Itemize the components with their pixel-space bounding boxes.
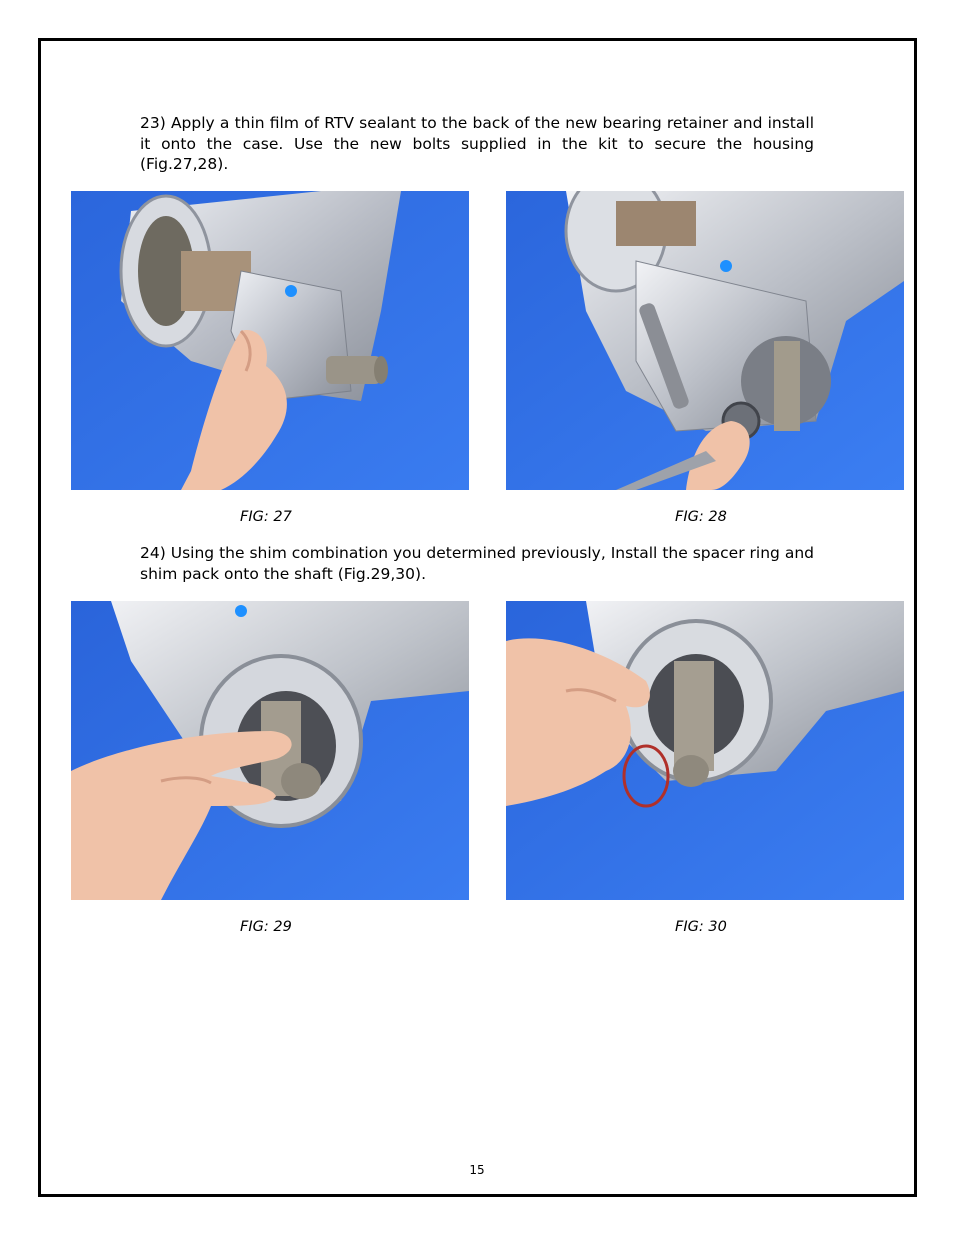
figure-29-caption: FIG: 29 [240,919,292,935]
figure-27-photo [71,191,469,490]
figure-30-caption: FIG: 30 [675,919,727,935]
step-24-text: 24) Using the shim combination you determined previously, Install the spacer ring and shim pack onto the shaft (Fig.29,30). [140,544,814,583]
figure-30-photo [506,601,904,900]
figure-27-caption: FIG: 27 [240,509,292,525]
step-23-text: 23) Apply a thin film of RTV sealant to the back of the new bearing retainer and install it onto the case. Use the new bolts supplied in the kit to secure the housing (Fig.27,28). [140,114,814,173]
figure-29-photo [71,601,469,900]
page-number: 15 [469,1163,485,1177]
figure-28-caption: FIG: 28 [675,509,727,525]
figure-28-photo [506,191,904,490]
